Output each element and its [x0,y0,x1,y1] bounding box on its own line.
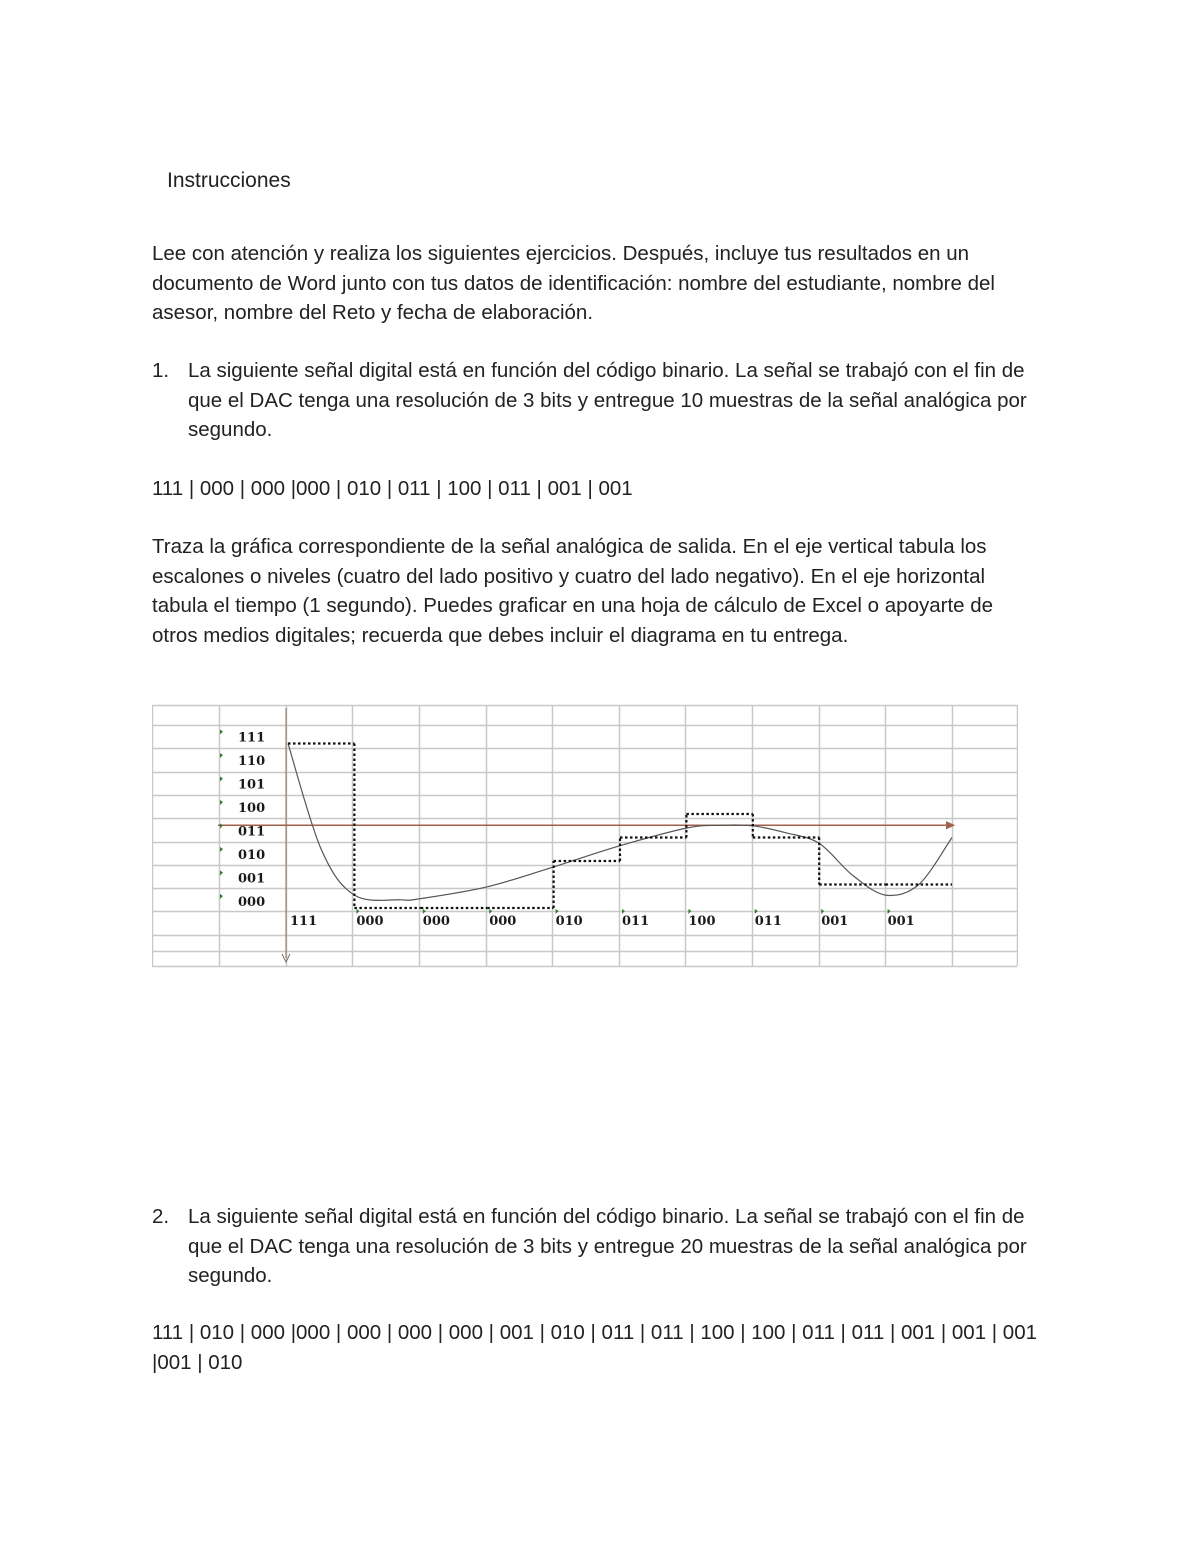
question-1 [152,356,1042,445]
level-label: 100 [238,801,266,816]
cell-marker-icon [220,894,223,899]
level-label: 000 [238,895,266,910]
level-label: 101 [238,777,266,793]
level-label: 001 [238,871,266,887]
instructions-paragraph: Traza la gráfica correspondiente de la señal analógica de salida. En el eje vertical tabula los escalones o niveles (cuatro del lado positivo y cuatro del lado negativo). En el eje horizontal tabula el tiempo (1 segundo). Puedes graficar en una hoja de cálculo de Excel o apoyarte de otros medios digitales; recuerda que debes incluir el diagrama en tu entrega. [152,535,994,647]
sample-code-label: 100 [688,914,716,929]
level-label: 010 [238,848,266,863]
cell-marker-icon [220,730,223,735]
cell-marker-icon [220,847,223,852]
sample-code-label: 000 [422,914,450,929]
cell-marker-icon [220,800,223,805]
question-1-text: La siguiente señal digital está en función del código binario. La señal se trabajó con el fin de que el DAC tenga una resolución de 3 bits y entregue 10 muestras de la señal analógica por segundo. [188,359,1027,441]
question-1-number: 1. [152,359,170,382]
sample-code-label: 010 [555,914,583,929]
cell-marker-icon [220,753,223,758]
question-2 [152,1202,1042,1291]
cell-marker-icon [220,777,223,782]
sample-code-label: 111 [290,914,318,929]
question-2-codes: 111 | 010 | 000 |000 | 000 | 000 | 000 | 001 | 010 | 011 | 011 | 100 | 100 | 011 | 011 | 001 | 001 | 001 |001 | 010 [152,1321,1038,1374]
sample-code-label: 001 [887,914,915,929]
level-label: 011 [238,824,266,840]
question-2-text: La siguiente señal digital está en función del código binario. La señal se trabajó con el fin de que el DAC tenga una resolución de 3 bits y entregue 20 muestras de la señal analógica por segundo. [188,1205,1027,1287]
cell-marker-icon [220,871,223,876]
question-2-number: 2. [152,1205,170,1228]
sample-code-label: 001 [821,914,849,929]
intro-paragraph: Lee con atención y realiza los siguientes ejercicios. Después, incluye tus resultados en un documento de Word junto con tus datos de identificación: nombre del estudiante, nombre del asesor, nombre del Reto y fecha de elaboración. [152,242,995,324]
level-label: 110 [238,754,266,769]
question-1-codes: 111 | 000 | 000 |000 | 010 | 011 | 100 | 011 | 001 | 001 [152,477,633,500]
sample-code-label: 011 [754,914,782,929]
chart-labels [220,730,915,930]
sample-code-label: 000 [489,914,517,929]
page-title: Instrucciones [167,169,291,192]
sample-code-label: 011 [622,914,650,929]
sample-code-label: 000 [356,914,384,929]
level-label: 111 [238,730,266,746]
signal-chart-svg [152,704,1018,968]
signal-chart [152,704,1018,968]
